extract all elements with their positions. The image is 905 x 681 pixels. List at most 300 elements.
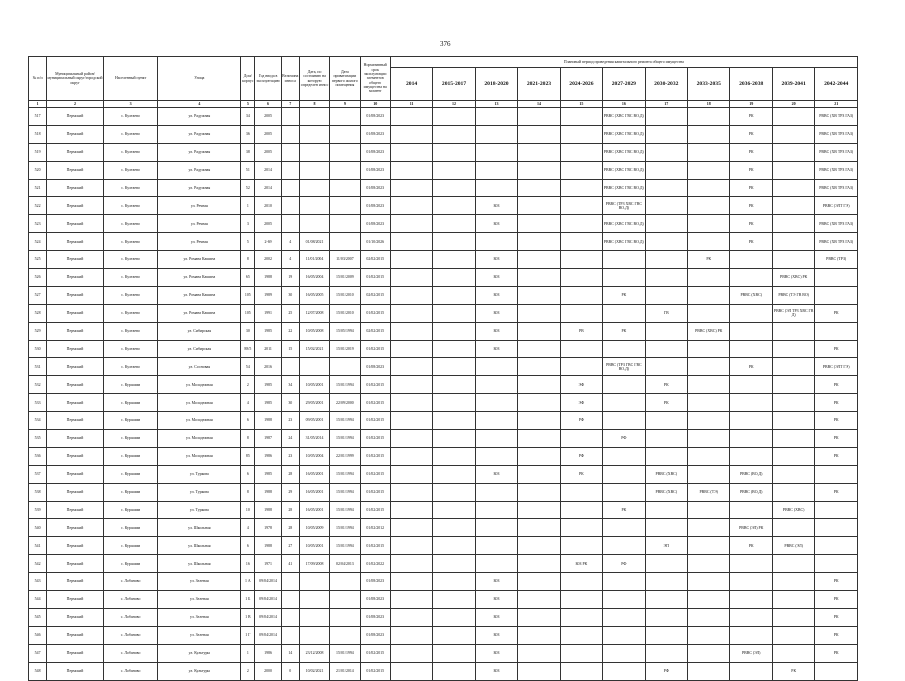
row-number: 543 — [29, 573, 47, 591]
row-number: 525 — [29, 251, 47, 269]
row-period-work — [433, 143, 475, 161]
row-period-work — [433, 519, 475, 537]
header-period-year: 2018-2020 — [475, 68, 517, 101]
row-period-work — [390, 626, 432, 644]
row-period-work: РК — [603, 286, 645, 304]
page-number: 376 — [440, 40, 451, 48]
row-period-work: РК — [730, 358, 772, 376]
row-municipality: Пермский — [47, 251, 104, 269]
row-house: 2 — [241, 376, 255, 394]
row-period-work — [433, 447, 475, 465]
table-row — [29, 644, 858, 662]
row-number: 536 — [29, 447, 47, 465]
row-date-state: 16/05/2001 — [299, 483, 329, 501]
row-locality: с. Лобаново — [103, 626, 158, 644]
row-period-work — [560, 591, 602, 609]
row-street: ул. Сибирская — [158, 340, 241, 358]
row-period-work — [433, 501, 475, 519]
row-norm-date: 02/02/2015 — [360, 322, 390, 340]
row-house: 54 — [241, 358, 255, 376]
row-street: ул. Речная — [158, 233, 241, 251]
row-period-work — [475, 430, 517, 448]
row-period-work — [645, 626, 687, 644]
row-locality: с. Култаево — [103, 233, 158, 251]
table-row — [29, 197, 858, 215]
row-date-state — [299, 143, 329, 161]
row-date-state: 10/05/2008 — [299, 322, 329, 340]
row-period-work — [772, 465, 814, 483]
row-house: 4 — [241, 394, 255, 412]
row-period-work — [518, 626, 560, 644]
row-period-work — [390, 394, 432, 412]
row-period-work: РК — [645, 394, 687, 412]
row-period-work: РК — [815, 304, 858, 322]
row-period-work: ЮЗ — [475, 215, 517, 233]
row-locality: с. Култаево — [103, 251, 158, 269]
row-period-work — [518, 591, 560, 609]
row-number: 544 — [29, 591, 47, 609]
row-period-work — [518, 519, 560, 537]
row-municipality: Пермский — [47, 537, 104, 555]
row-period-work: ЮЗ — [475, 286, 517, 304]
row-period-work: РК — [730, 143, 772, 161]
row-period-work — [518, 608, 560, 626]
row-period-work — [603, 304, 645, 322]
row-norm-date: 01/08/2023 — [360, 608, 390, 626]
row-period-work: ЮЗ — [475, 465, 517, 483]
row-period-work: РК — [815, 573, 858, 591]
row-period-work — [645, 269, 687, 287]
row-date-state — [299, 108, 329, 126]
row-period-work — [688, 644, 730, 662]
row-period-work — [518, 394, 560, 412]
row-date-state — [299, 125, 329, 143]
row-period-work — [772, 143, 814, 161]
row-period-work — [730, 304, 772, 322]
table-row — [29, 233, 858, 251]
row-period-work: РВВС (ХВС ГВС ВО,Д) — [603, 179, 645, 197]
row-date-state: 16/05/2001 — [299, 465, 329, 483]
header-column-number: 20 — [772, 101, 814, 108]
header-wear: Величина износа — [281, 57, 299, 101]
row-number: 520 — [29, 161, 47, 179]
table-row — [29, 465, 858, 483]
row-period-work: РВВС (ХВ ТРЗ ГАЗ) — [815, 233, 858, 251]
row-street: ул. Романа Кашина — [158, 304, 241, 322]
row-period-work — [390, 340, 432, 358]
row-year: 2002 — [255, 251, 281, 269]
row-norm-date: 01/02/2015 — [360, 376, 390, 394]
row-period-work: РВВС (ТЭ ГВ ВО) — [772, 286, 814, 304]
row-period-work — [688, 179, 730, 197]
header-period-year: 2021-2023 — [518, 68, 560, 101]
row-period-work: ЮЗ — [475, 626, 517, 644]
row-period-work — [688, 376, 730, 394]
row-wear: 25 — [281, 304, 299, 322]
row-wear: 30 — [281, 286, 299, 304]
row-municipality: Пермский — [47, 179, 104, 197]
row-period-work — [688, 519, 730, 537]
row-period-work — [688, 573, 730, 591]
row-period-work — [518, 430, 560, 448]
row-date-privatization: 15/01/1994 — [330, 376, 360, 394]
row-period-work: РВВС (ХВ ТРЗ ГАЗ) — [815, 215, 858, 233]
row-period-work: РК — [772, 662, 814, 680]
row-wear: 29 — [281, 483, 299, 501]
header-column-number: 21 — [815, 101, 858, 108]
row-locality: с. Лобаново — [103, 608, 158, 626]
row-municipality: Пермский — [47, 430, 104, 448]
row-street: ул. Молодежная — [158, 376, 241, 394]
row-period-work — [518, 376, 560, 394]
row-wear: 0 — [281, 662, 299, 680]
row-house: 38 — [241, 143, 255, 161]
header-column-number: 9 — [330, 101, 360, 108]
row-period-work — [475, 519, 517, 537]
row-year: 1988 — [255, 501, 281, 519]
row-period-work — [518, 537, 560, 555]
row-period-work — [688, 555, 730, 573]
header-municipality: Муниципальный район/муниципальный округ/городской округ — [47, 57, 104, 101]
row-year: 1978 — [255, 519, 281, 537]
row-period-work — [772, 322, 814, 340]
row-period-work — [518, 465, 560, 483]
row-period-work — [475, 143, 517, 161]
row-date-privatization: 15/01/1994 — [330, 519, 360, 537]
row-period-work — [390, 358, 432, 376]
row-norm-date: 01/02/2015 — [360, 340, 390, 358]
row-period-work — [560, 626, 602, 644]
row-number: 535 — [29, 430, 47, 448]
row-year: 09/04/2014 — [255, 608, 281, 626]
row-period-work — [772, 215, 814, 233]
row-locality: с. Курашим — [103, 376, 158, 394]
row-date-privatization: 15/01/1994 — [330, 483, 360, 501]
row-period-work — [772, 376, 814, 394]
row-period-work — [772, 125, 814, 143]
header-column-number: 14 — [518, 101, 560, 108]
header-column-number: 2 — [47, 101, 104, 108]
row-period-work: РВВС (ХВС) РК — [688, 322, 730, 340]
row-period-work — [603, 626, 645, 644]
row-period-work: РК — [815, 644, 858, 662]
row-wear — [281, 626, 299, 644]
row-period-work — [730, 447, 772, 465]
header-number: № п/п — [29, 57, 47, 101]
row-period-work — [560, 269, 602, 287]
row-period-work — [688, 197, 730, 215]
row-period-work — [390, 591, 432, 609]
header-column-number: 11 — [390, 101, 432, 108]
row-norm-date: 01/08/2023 — [360, 179, 390, 197]
table-row — [29, 376, 858, 394]
row-period-work: РВВС (ЭЛТ ГЭ) — [815, 197, 858, 215]
row-period-work — [603, 447, 645, 465]
row-number: 534 — [29, 412, 47, 430]
row-street: ул. Речная — [158, 197, 241, 215]
row-period-work — [518, 143, 560, 161]
row-street: ул. Молодежная — [158, 447, 241, 465]
row-locality: с. Лобаново — [103, 644, 158, 662]
table-row — [29, 626, 858, 644]
row-period-work — [390, 519, 432, 537]
row-period-work — [433, 465, 475, 483]
row-period-work — [688, 125, 730, 143]
row-street: ул. Речная — [158, 215, 241, 233]
row-period-work — [603, 394, 645, 412]
row-period-work: РФ — [645, 662, 687, 680]
row-period-work — [560, 215, 602, 233]
row-period-work — [518, 555, 560, 573]
row-locality: с. Култаево — [103, 161, 158, 179]
row-period-work: РВВС (ХВ ТРЗ ГАЗ) — [815, 161, 858, 179]
row-period-work — [390, 447, 432, 465]
row-period-work: РК — [815, 626, 858, 644]
row-period-work — [815, 555, 858, 573]
row-municipality: Пермский — [47, 269, 104, 287]
row-norm-date: 01/02/2015 — [360, 465, 390, 483]
row-locality: с. Курашим — [103, 394, 158, 412]
row-norm-date: 01/08/2023 — [360, 358, 390, 376]
row-date-privatization: 15/01/1994 — [330, 644, 360, 662]
row-norm-date: 01/08/2023 — [360, 626, 390, 644]
row-period-work: РК — [645, 376, 687, 394]
row-period-work — [475, 447, 517, 465]
row-municipality: Пермский — [47, 501, 104, 519]
row-period-work — [560, 286, 602, 304]
row-period-work — [645, 161, 687, 179]
row-street: ул. Молодежная — [158, 394, 241, 412]
row-period-work: РК — [730, 215, 772, 233]
row-locality: с. Курашим — [103, 430, 158, 448]
row-period-work: ЮЗ — [475, 340, 517, 358]
row-number: 540 — [29, 519, 47, 537]
row-municipality: Пермский — [47, 322, 104, 340]
row-period-work: РВВС (ХВС ГВС ВО,Д) — [603, 161, 645, 179]
row-period-work — [390, 251, 432, 269]
row-period-work — [772, 573, 814, 591]
row-year: 1985 — [255, 376, 281, 394]
row-wear: 34 — [281, 376, 299, 394]
header-column-number: 12 — [433, 101, 475, 108]
row-period-work — [645, 340, 687, 358]
row-period-work — [433, 215, 475, 233]
table-row — [29, 662, 858, 680]
row-date-privatization — [330, 215, 360, 233]
row-date-privatization: 21/01/2014 — [330, 662, 360, 680]
row-period-work — [433, 555, 475, 573]
row-street: ул. Зеленая — [158, 573, 241, 591]
row-period-work — [730, 322, 772, 340]
row-year: 1986 — [255, 447, 281, 465]
row-period-work — [433, 161, 475, 179]
row-period-work — [815, 465, 858, 483]
row-house: 3 — [241, 215, 255, 233]
row-number: 519 — [29, 143, 47, 161]
row-period-work: РВВС (ТРЗ ХВС ГВС ВО,Д) — [603, 197, 645, 215]
row-period-work — [815, 286, 858, 304]
row-period-work — [688, 286, 730, 304]
row-date-state — [299, 179, 329, 197]
row-period-work — [730, 662, 772, 680]
row-date-state: 17/09/2008 — [299, 555, 329, 573]
row-period-work — [433, 179, 475, 197]
row-locality: с. Лобаново — [103, 573, 158, 591]
row-period-work — [390, 483, 432, 501]
header-column-number: 15 — [560, 101, 602, 108]
row-period-work: РФ — [603, 430, 645, 448]
row-house: 8 — [241, 251, 255, 269]
row-period-work — [772, 483, 814, 501]
row-street: ул. Культуры — [158, 644, 241, 662]
row-period-work — [518, 161, 560, 179]
row-wear — [281, 215, 299, 233]
row-wear: 23 — [281, 447, 299, 465]
row-number: 531 — [29, 358, 47, 376]
row-period-work — [772, 108, 814, 126]
row-period-work — [688, 591, 730, 609]
row-period-work — [390, 143, 432, 161]
table-row — [29, 304, 858, 322]
row-period-work — [390, 322, 432, 340]
row-municipality: Пермский — [47, 483, 104, 501]
row-street: ул. Сосновая — [158, 358, 241, 376]
row-norm-date: 01/08/2023 — [360, 108, 390, 126]
header-street: Улица — [158, 57, 241, 101]
row-period-work — [688, 304, 730, 322]
row-municipality: Пермский — [47, 608, 104, 626]
row-year: 1987 — [255, 430, 281, 448]
row-period-work — [772, 233, 814, 251]
row-period-work — [518, 215, 560, 233]
row-date-privatization: 15/01/1994 — [330, 501, 360, 519]
row-period-work — [645, 197, 687, 215]
table-row — [29, 412, 858, 430]
header-column-number: 13 — [475, 101, 517, 108]
row-house: 8 — [241, 483, 255, 501]
row-municipality: Пермский — [47, 125, 104, 143]
row-period-work: РК — [815, 430, 858, 448]
row-locality: с. Култаево — [103, 358, 158, 376]
row-period-work — [433, 394, 475, 412]
row-period-work: РК — [815, 608, 858, 626]
row-period-work: РВВС (ТЭ) — [688, 483, 730, 501]
row-year: 1989 — [255, 286, 281, 304]
row-date-privatization: 15/01/2010 — [330, 304, 360, 322]
row-municipality: Пермский — [47, 376, 104, 394]
row-date-state: 31/05/2014 — [299, 430, 329, 448]
row-period-work — [688, 537, 730, 555]
row-period-work — [560, 483, 602, 501]
row-period-work — [688, 430, 730, 448]
row-norm-date: 02/02/2015 — [360, 286, 390, 304]
row-period-work — [645, 143, 687, 161]
row-date-privatization: 22/09/2000 — [330, 394, 360, 412]
row-period-work — [390, 608, 432, 626]
row-period-work — [518, 286, 560, 304]
row-house: 105 — [241, 286, 255, 304]
row-period-work — [603, 269, 645, 287]
row-wear: 19 — [281, 269, 299, 287]
row-period-work — [560, 233, 602, 251]
row-house: 2 — [241, 662, 255, 680]
row-period-work — [560, 251, 602, 269]
row-street: ул. Туркова — [158, 501, 241, 519]
row-period-work — [518, 501, 560, 519]
row-house: 88/5 — [241, 340, 255, 358]
row-period-work: РК — [815, 591, 858, 609]
row-period-work — [475, 161, 517, 179]
header-period-title: Плановый период проведения капитального ремонта общего имущества — [390, 57, 857, 68]
row-house: 85 — [241, 447, 255, 465]
row-year: 2-69 — [255, 233, 281, 251]
row-year: 1988 — [255, 537, 281, 555]
row-period-work — [433, 358, 475, 376]
table-row — [29, 394, 858, 412]
row-municipality: Пермский — [47, 161, 104, 179]
row-period-work — [560, 537, 602, 555]
row-locality: с. Курашим — [103, 483, 158, 501]
row-wear: 22 — [281, 322, 299, 340]
header-period-year: 2015-2017 — [433, 68, 475, 101]
row-period-work — [603, 412, 645, 430]
row-period-work — [815, 501, 858, 519]
row-date-state — [299, 573, 329, 591]
row-period-work — [518, 358, 560, 376]
row-number: 522 — [29, 197, 47, 215]
row-period-work — [518, 269, 560, 287]
row-period-work: ЮЗ — [475, 251, 517, 269]
header-column-number: 16 — [603, 101, 645, 108]
row-wear — [281, 608, 299, 626]
row-locality: с. Лобаново — [103, 591, 158, 609]
row-date-privatization — [330, 358, 360, 376]
table-row — [29, 269, 858, 287]
row-period-work — [475, 108, 517, 126]
row-locality: с. Култаево — [103, 125, 158, 143]
row-date-state: 10/05/2001 — [299, 376, 329, 394]
row-period-work — [772, 251, 814, 269]
row-period-work — [688, 662, 730, 680]
row-period-work — [815, 519, 858, 537]
row-number: 521 — [29, 179, 47, 197]
row-norm-date: 01/02/2015 — [360, 394, 390, 412]
row-period-work — [518, 644, 560, 662]
row-period-work — [730, 430, 772, 448]
row-period-work: РВВС (ЭЛ ТРЗ ХВС ГВ Д) — [772, 304, 814, 322]
row-period-work — [688, 161, 730, 179]
row-period-work — [815, 537, 858, 555]
row-wear — [281, 573, 299, 591]
header-period-year: 2033-2035 — [688, 68, 730, 101]
row-period-work — [772, 447, 814, 465]
row-period-work — [433, 662, 475, 680]
header-period-year: 2042-2044 — [815, 68, 858, 101]
row-period-work — [390, 179, 432, 197]
row-period-work — [433, 430, 475, 448]
row-house: 1 Б — [241, 591, 255, 609]
row-norm-date: 01/02/2015 — [360, 483, 390, 501]
header-column-number: 3 — [103, 101, 158, 108]
row-period-work — [730, 626, 772, 644]
row-period-work — [688, 108, 730, 126]
header-norm-date: Нормативный срок эксплуатации элементов общего имущества на момент — [360, 57, 390, 101]
table-row — [29, 215, 858, 233]
row-street: ул. Зеленая — [158, 591, 241, 609]
header-column-number: 8 — [299, 101, 329, 108]
row-period-work: РК — [730, 161, 772, 179]
header-period-year: 2027-2029 — [603, 68, 645, 101]
